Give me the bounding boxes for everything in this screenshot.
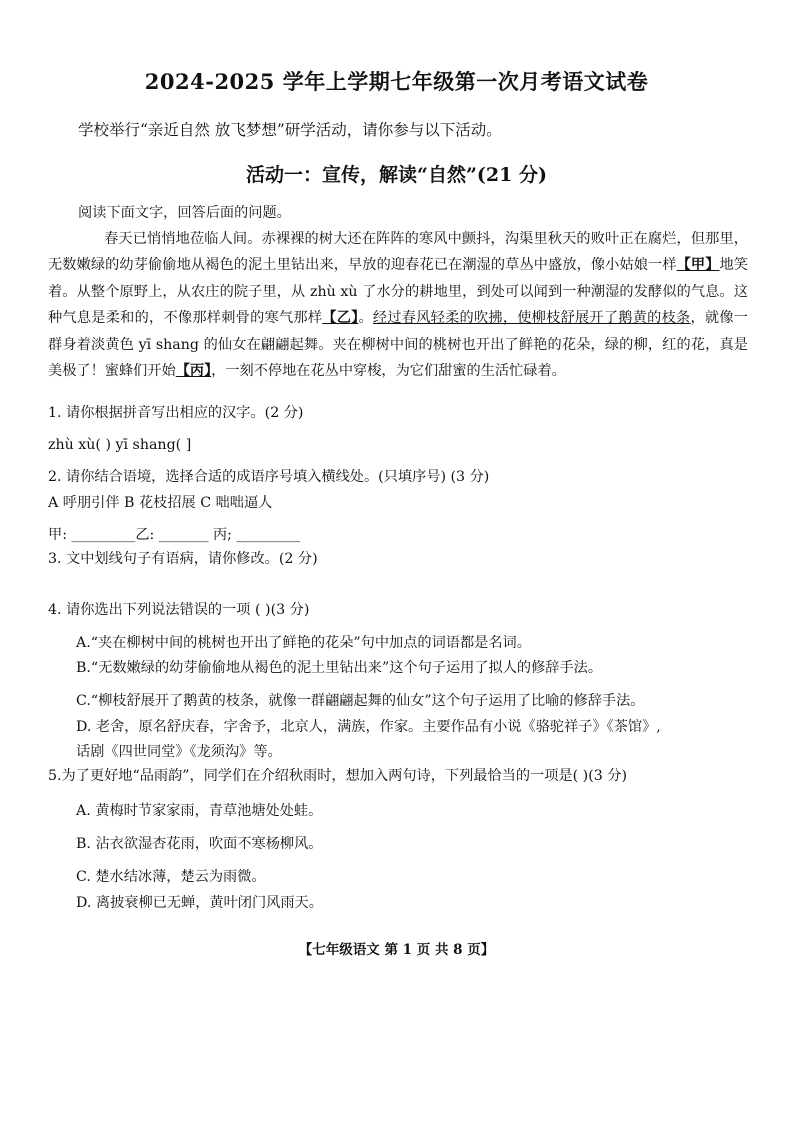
blank-jia: 【甲】 [676, 257, 720, 274]
q5-option-d: D. 离披衰柳已无蝉，黄叶闭门风雨天。 [76, 895, 323, 911]
q5-stem: 5.为了更好地“品雨韵”，同学们在介绍秋雨时，想加入两句诗，下列最恰当的一项是( )(3 分) [48, 768, 627, 784]
q1-stem: 1. 请你根据拼音写出相应的汉字。(2 分) [48, 405, 304, 421]
q4-option-b: B.“无数嫩绿的幼芽偷偷地从褐色的泥土里钻出来”这个句子运用了拟人的修辞手法。 [76, 660, 603, 676]
passage-part-5: ，一刻不停地在花丛中穿梭，为它们甜蜜的生活忙碌着。 [211, 363, 566, 380]
q5-option-b: B. 沾衣欲湿杏花雨，吹面不寒杨柳风。 [76, 836, 323, 852]
q4-option-a: A.“夹在柳树中间的桃树也开出了鲜艳的花朵”句中加点的词语都是名词。 [76, 635, 531, 651]
q4-option-d-line1: D. 老舍，原名舒庆春，字舍予，北京人，满族，作家。主要作品有小说《骆驼祥子》《茶馆》, [76, 719, 661, 735]
passage-part-1: 春天已悄悄地莅临人间。赤裸裸的树大还在阵阵的寒风中颤抖，沟渠里秋天的败叶正在腐烂，但那里，无数嫩绿的幼芽偷偷地从褐色的泥土里钻出来，早放的迎春花已在潮湿的草丛中盛放，像小姑娘一样 [48, 231, 748, 274]
q5-option-c: C. 楚水结冰薄，楚云为雨微。 [76, 869, 266, 885]
activity-heading: 活动一：宣传，解读“自然”(21 分) [246, 164, 547, 186]
q4-option-c: C.“柳枝舒展开了鹅黄的枝条，就像一群翩翩起舞的仙女”这个句子运用了比喻的修辞手法。 [76, 693, 645, 709]
q4-stem: 4. 请你选出下列说法错误的一项 ( )(3 分) [48, 602, 310, 618]
intro-text: 学校举行“亲近自然 放飞梦想”研学活动，请你参与以下活动。 [78, 121, 502, 139]
passage-part-4: ，就像一群身着淡黄色 yī shang 的仙女在翩翩起舞。夹在柳树中间的桃树也开出了鲜艳的花朵，绿的柳，红的花，真是美极了！蜜蜂们开始 [48, 310, 748, 380]
page-footer: 【七年级语文 第 1 页 共 8 页】 [298, 942, 495, 958]
reading-passage [48, 226, 748, 384]
q2-blanks: 甲: _________乙: _______ 丙; _________ [48, 527, 301, 543]
blank-bing: 【丙】 [175, 363, 212, 380]
passage-part-3: 。 [358, 310, 373, 327]
blank-yi: 【乙】 [322, 310, 359, 327]
q2-stem: 2. 请你结合语境，选择合适的成语序号填入横线处。(只填序号) (3 分) [48, 469, 490, 485]
q5-option-a: A. 黄梅时节家家雨，青草池塘处处蛙。 [76, 803, 323, 819]
q3-stem: 3. 文中划线句子有语病，请你修改。(2 分) [48, 551, 318, 567]
exam-title: 2024-2025 学年上学期七年级第一次月考语文试卷 [144, 69, 649, 94]
q2-options: A 呼朋引伴 B 花枝招展 C 咄咄逼人 [48, 495, 273, 511]
q1-answer-line: zhù xù( ) yī shang( ] [48, 437, 192, 453]
passage-part-2: 地笑着。从整个原野上，从农庄的院子里，从 zhù xù 了水分的耕地里，到处可以闻到一种潮湿的发酵似的气息。这种气息是柔和的，不像那样刺骨的寒气那样 [48, 257, 748, 327]
reading-instruction: 阅读下面文字，回答后面的问题。 [78, 205, 291, 221]
q4-option-d-line2: 话剧《四世同堂》《龙须沟》等。 [76, 744, 282, 760]
underlined-sentence: 经过春风轻柔的吹拂，使柳枝舒展开了鹅黄的枝条 [372, 310, 691, 327]
